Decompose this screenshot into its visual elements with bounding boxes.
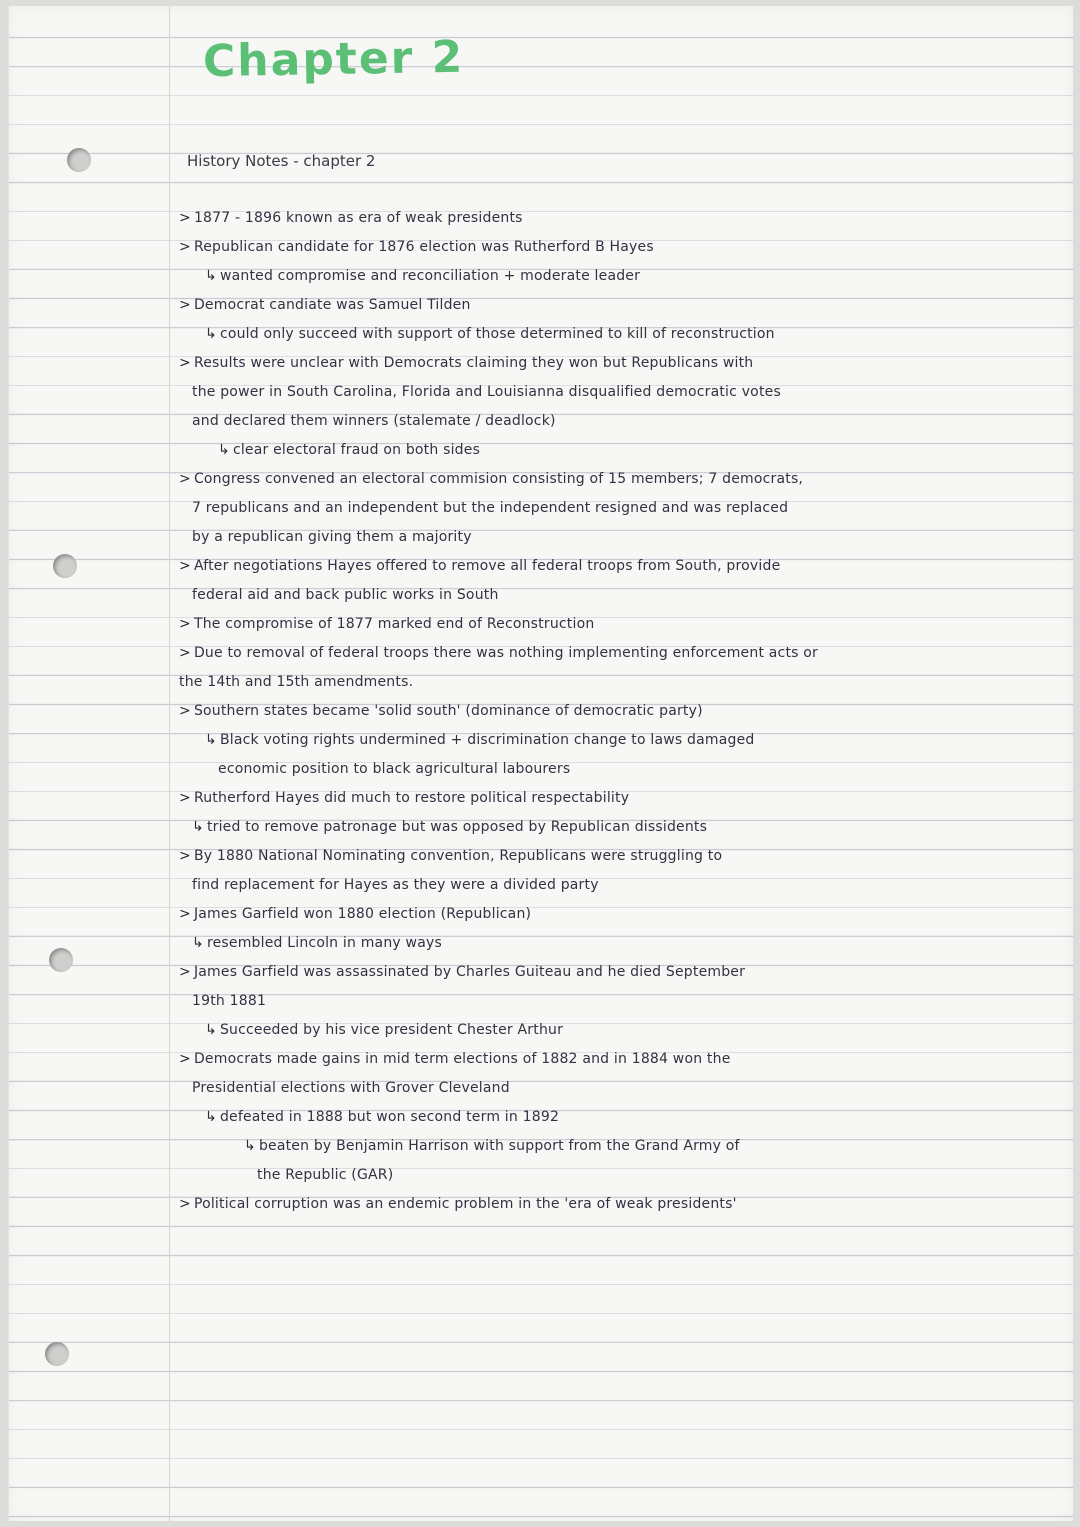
note-line bbox=[179, 639, 1059, 668]
note-line bbox=[179, 407, 1059, 436]
punch-hole bbox=[53, 554, 77, 578]
bullet-marker: > bbox=[179, 703, 191, 719]
bullet-marker: > bbox=[179, 616, 191, 632]
note-text: Rutherford Hayes did much to restore political respectability bbox=[193, 790, 630, 806]
sub-arrow-icon: ↳ bbox=[192, 935, 204, 951]
note-line bbox=[179, 755, 1059, 784]
note-line bbox=[179, 291, 1059, 320]
note-text: could only succeed with support of those determined to kill of reconstruction bbox=[219, 326, 775, 342]
note-text: by a republican giving them a majority bbox=[192, 529, 472, 545]
note-line bbox=[179, 842, 1059, 871]
bullet-marker: > bbox=[179, 297, 191, 313]
note-text: Presidential elections with Grover Cleveland bbox=[192, 1080, 510, 1096]
punch-hole bbox=[67, 148, 91, 172]
note-text: the 14th and 15th amendments. bbox=[179, 674, 414, 690]
note-text: Black voting rights undermined + discrimination change to laws damaged bbox=[219, 732, 755, 748]
note-text: 7 republicans and an independent but the independent resigned and was replaced bbox=[192, 500, 789, 516]
note-text: Due to removal of federal troops there was nothing implementing enforcement acts or bbox=[193, 645, 819, 661]
note-text: wanted compromise and reconciliation + moderate leader bbox=[219, 268, 641, 284]
bullet-marker: > bbox=[179, 558, 191, 574]
note-line bbox=[179, 958, 1059, 987]
note-text: Southern states became 'solid south' (dominance of democratic party) bbox=[193, 703, 703, 719]
note-text: Succeeded by his vice president Chester Arthur bbox=[219, 1022, 564, 1038]
bullet-marker: > bbox=[179, 355, 191, 371]
note-line bbox=[179, 697, 1059, 726]
sub-arrow-icon: ↳ bbox=[205, 326, 217, 342]
notebook-page bbox=[8, 6, 1073, 1521]
note-line bbox=[179, 1132, 1059, 1161]
bullet-marker: > bbox=[179, 210, 191, 226]
note-line bbox=[179, 465, 1059, 494]
note-text: and declared them winners (stalemate / deadlock) bbox=[192, 413, 556, 429]
sub-arrow-icon: ↳ bbox=[205, 732, 217, 748]
note-line bbox=[179, 494, 1059, 523]
sub-arrow-icon: ↳ bbox=[205, 1022, 217, 1038]
note-text: The compromise of 1877 marked end of Reconstruction bbox=[193, 616, 595, 632]
bullet-marker: > bbox=[179, 906, 191, 922]
notes-list bbox=[179, 204, 1059, 1219]
note-text: After negotiations Hayes offered to remove all federal troops from South, provide bbox=[193, 558, 781, 574]
bullet-marker: > bbox=[179, 790, 191, 806]
bullet-marker: > bbox=[179, 645, 191, 661]
note-text: Results were unclear with Democrats claiming they won but Republicans with bbox=[193, 355, 754, 371]
note-line bbox=[179, 523, 1059, 552]
note-line bbox=[179, 929, 1059, 958]
note-text: clear electoral fraud on both sides bbox=[232, 442, 481, 458]
note-line bbox=[179, 320, 1059, 349]
note-text: By 1880 National Nominating convention, Republicans were struggling to bbox=[193, 848, 723, 864]
note-line bbox=[179, 987, 1059, 1016]
note-line bbox=[179, 1074, 1059, 1103]
note-text: resembled Lincoln in many ways bbox=[206, 935, 442, 951]
note-text: Democrats made gains in mid term elections of 1882 and in 1884 won the bbox=[193, 1051, 731, 1067]
note-text: 19th 1881 bbox=[192, 993, 267, 1009]
note-text: Democrat candiate was Samuel Tilden bbox=[193, 297, 471, 313]
bullet-marker: > bbox=[179, 1051, 191, 1067]
note-text: federal aid and back public works in South bbox=[192, 587, 499, 603]
note-text: Political corruption was an endemic problem in the 'era of weak presidents' bbox=[193, 1196, 737, 1212]
note-line bbox=[179, 813, 1059, 842]
note-text: James Garfield won 1880 election (Republican) bbox=[193, 906, 532, 922]
note-line bbox=[179, 1045, 1059, 1074]
note-line bbox=[179, 552, 1059, 581]
note-line bbox=[179, 668, 1059, 697]
bullet-marker: > bbox=[179, 471, 191, 487]
note-text: the power in South Carolina, Florida and Louisianna disqualified democratic votes bbox=[192, 384, 781, 400]
note-text: Republican candidate for 1876 election was Rutherford B Hayes bbox=[193, 239, 654, 255]
note-line bbox=[179, 1016, 1059, 1045]
note-text: 1877 - 1896 known as era of weak presidents bbox=[193, 210, 523, 226]
note-line bbox=[179, 784, 1059, 813]
note-line bbox=[179, 233, 1059, 262]
note-text: beaten by Benjamin Harrison with support from the Grand Army of bbox=[258, 1138, 740, 1154]
note-line bbox=[179, 871, 1059, 900]
note-text: the Republic (GAR) bbox=[257, 1167, 394, 1183]
notes-subtitle: History Notes - chapter 2 bbox=[187, 152, 376, 170]
note-line bbox=[179, 204, 1059, 233]
note-line bbox=[179, 1190, 1059, 1219]
note-text: tried to remove patronage but was opposed by Republican dissidents bbox=[206, 819, 708, 835]
note-line bbox=[179, 1103, 1059, 1132]
bullet-marker: > bbox=[179, 848, 191, 864]
note-line bbox=[179, 349, 1059, 378]
note-text: defeated in 1888 but won second term in 1892 bbox=[219, 1109, 560, 1125]
note-text: find replacement for Hayes as they were a divided party bbox=[192, 877, 599, 893]
note-line bbox=[179, 378, 1059, 407]
sub-arrow-icon: ↳ bbox=[192, 819, 204, 835]
note-line bbox=[179, 262, 1059, 291]
sub-arrow-icon: ↳ bbox=[205, 268, 217, 284]
bullet-marker: > bbox=[179, 1196, 191, 1212]
note-line bbox=[179, 1161, 1059, 1190]
note-line bbox=[179, 726, 1059, 755]
punch-hole bbox=[49, 948, 73, 972]
punch-hole bbox=[45, 1342, 69, 1366]
note-line bbox=[179, 610, 1059, 639]
note-line bbox=[179, 436, 1059, 465]
sub-arrow-icon: ↳ bbox=[218, 442, 230, 458]
note-text: economic position to black agricultural labourers bbox=[218, 761, 571, 777]
note-line bbox=[179, 581, 1059, 610]
sub-arrow-icon: ↳ bbox=[244, 1138, 256, 1154]
page-title: Chapter 2 bbox=[202, 31, 465, 88]
bullet-marker: > bbox=[179, 239, 191, 255]
note-line bbox=[179, 900, 1059, 929]
sub-arrow-icon: ↳ bbox=[205, 1109, 217, 1125]
margin-line bbox=[169, 6, 170, 1521]
bullet-marker: > bbox=[179, 964, 191, 980]
note-text: Congress convened an electoral commision consisting of 15 members; 7 democrats, bbox=[193, 471, 804, 487]
note-text: James Garfield was assassinated by Charles Guiteau and he died September bbox=[193, 964, 746, 980]
